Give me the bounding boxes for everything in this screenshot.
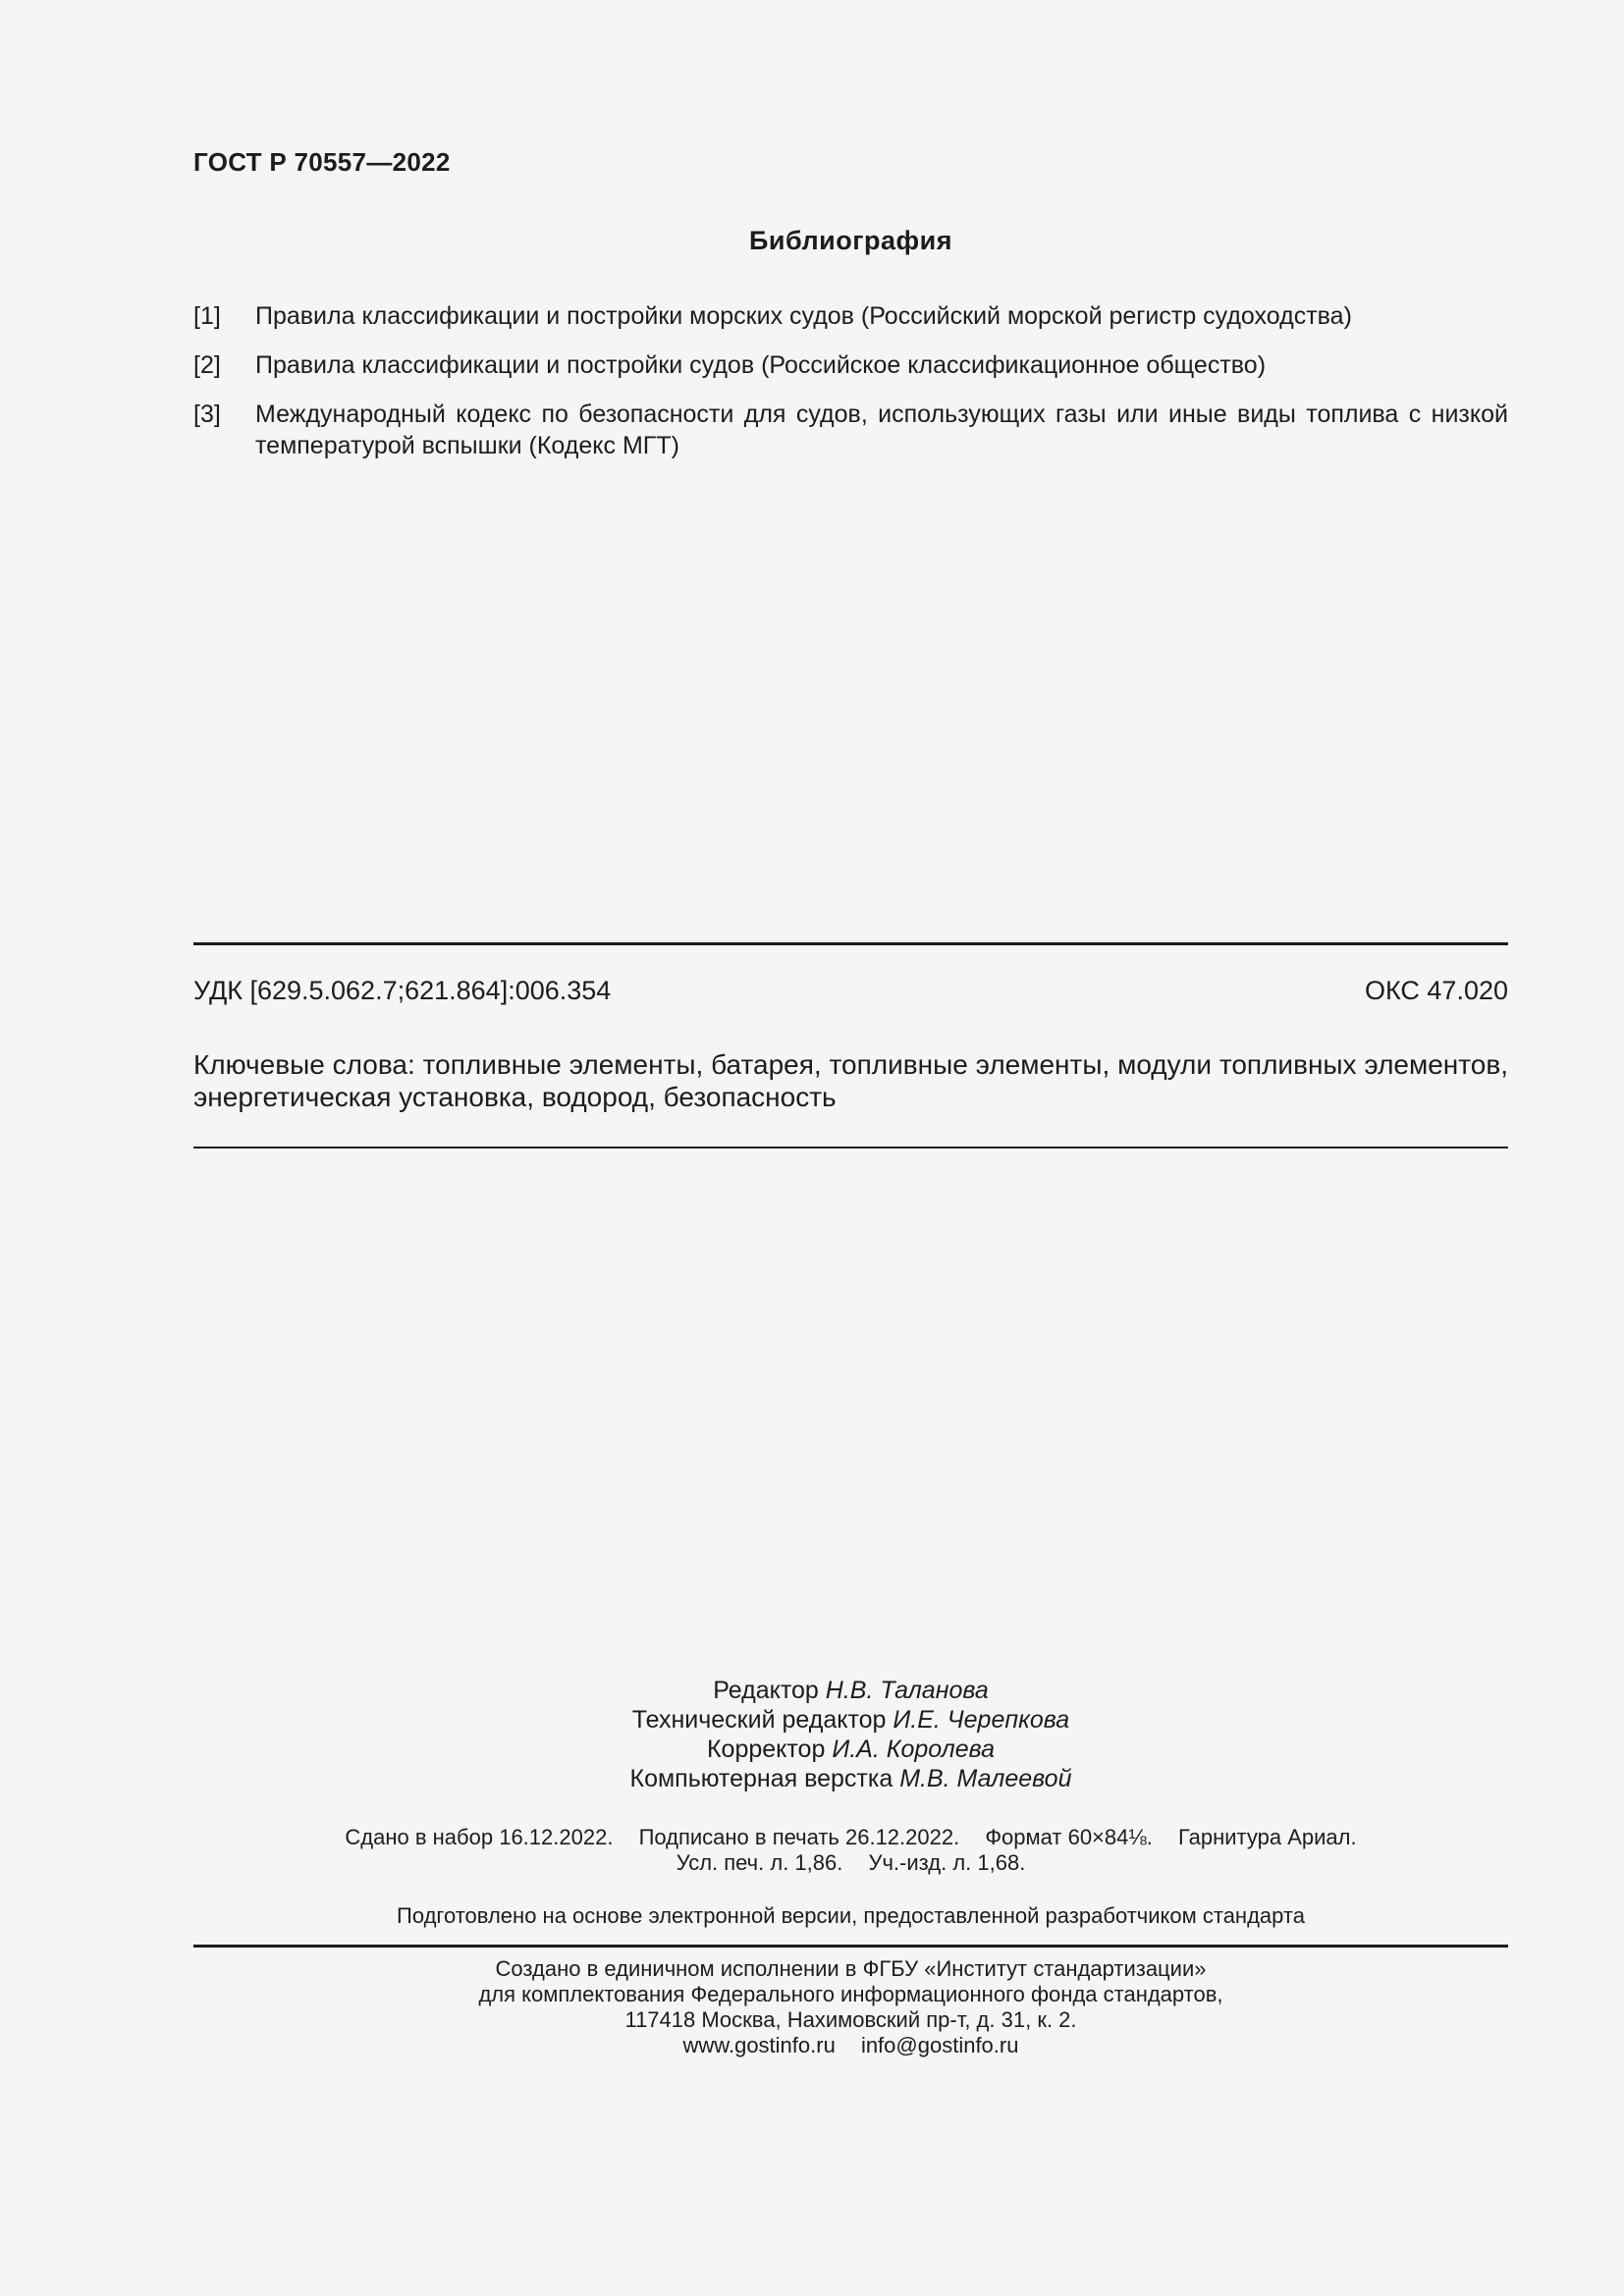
typeface: Гарнитура Ариал.	[1177, 1825, 1357, 1849]
publisher-line: для комплектования Федерального информационного фонда стандартов,	[478, 1982, 1223, 2006]
bibliography-item	[193, 300, 1508, 332]
credit-line	[193, 1705, 1508, 1735]
website-link[interactable]: www.gostinfo.ru	[682, 2033, 836, 2057]
credit-role: Корректор	[706, 1735, 826, 1763]
bibliography-item-text: Международный кодекс по безопасности для судов, использующих газы или иные виды топлива с низкой температурой вспышки (Кодекс МГТ)	[255, 400, 1508, 459]
publisher-divider	[193, 1945, 1508, 1948]
publisher-address: 117418 Москва, Нахимовский пр-т, д. 31, к. 2.	[624, 2007, 1077, 2032]
udk-code: УДК [629.5.062.7;621.864]:006.354	[193, 976, 612, 1005]
oks-code: ОКС 47.020	[1364, 976, 1508, 1005]
credit-name: М.В. Малеевой	[899, 1765, 1072, 1792]
credit-name: И.Е. Черепкова	[893, 1706, 1070, 1734]
credit-line	[193, 1735, 1508, 1764]
bibliography-title: Библиография	[749, 226, 952, 255]
bibliography-item	[193, 349, 1508, 381]
print-info-line	[193, 1850, 1508, 1876]
publisher-block	[193, 1956, 1508, 2058]
bibliography-item-text: Правила классификации и постройки судов (Российское классификационное общество)	[255, 351, 1267, 379]
bibliography-item-number: [2]	[193, 351, 221, 379]
bibliography-item-number: [1]	[193, 302, 221, 330]
email-link[interactable]: info@gostinfo.ru	[860, 2033, 1019, 2057]
paper-format: Формат 60×84⅛.	[985, 1825, 1153, 1849]
publication-sheets: Уч.-изд. л. 1,68.	[868, 1850, 1026, 1875]
bibliography-list	[193, 300, 1508, 479]
print-info-line	[193, 1825, 1508, 1850]
document-code: ГОСТ Р 70557—2022	[193, 147, 451, 177]
submitted-date: Сдано в набор 16.12.2022.	[345, 1825, 614, 1849]
credit-name: И.А. Королева	[832, 1735, 996, 1763]
publisher-contacts	[193, 2033, 1508, 2058]
top-divider	[193, 942, 1508, 945]
signed-date: Подписано в печать 26.12.2022.	[638, 1825, 960, 1849]
prepared-note: Подготовлено на основе электронной версии, предоставленной разработчиком стандарта	[397, 1903, 1305, 1928]
credit-name: Н.В. Таланова	[825, 1677, 989, 1704]
credit-role: Технический редактор	[631, 1706, 887, 1734]
credit-role: Компьютерная верстка	[629, 1765, 893, 1792]
keywords: Ключевые слова: топливные элементы, батарея, топливные элементы, модули топливных элементов, энергетическая установка, водород, безопасность	[193, 1049, 1508, 1112]
keywords-divider	[193, 1147, 1508, 1148]
bibliography-item-number: [3]	[193, 400, 221, 428]
publisher-line: Создано в единичном исполнении в ФГБУ «Институт стандартизации»	[495, 1956, 1207, 1981]
credit-line	[193, 1676, 1508, 1705]
credit-line	[193, 1764, 1508, 1793]
credit-role: Редактор	[713, 1677, 819, 1704]
print-info	[193, 1825, 1508, 1876]
bibliography-item	[193, 399, 1508, 461]
bibliography-item-text: Правила классификации и постройки морских судов (Российский морской регистр судоходства)	[255, 302, 1352, 330]
print-sheets: Усл. печ. л. 1,86.	[676, 1850, 843, 1875]
credits-block	[193, 1676, 1508, 1793]
